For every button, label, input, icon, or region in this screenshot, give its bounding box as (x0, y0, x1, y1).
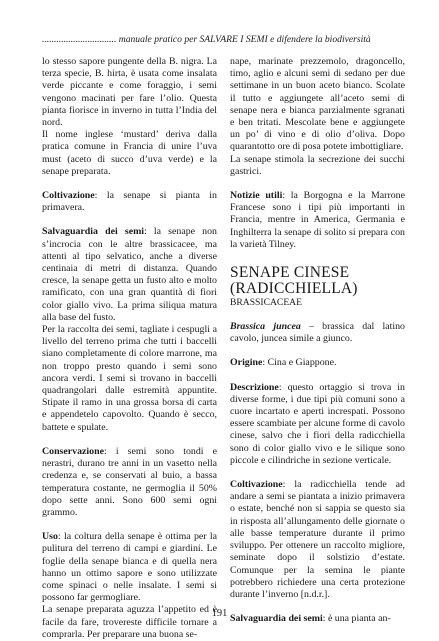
conservazione-label: Conservazione (42, 445, 104, 457)
salvaguardia-label: Salvaguardia dei semi (42, 226, 145, 238)
section-descrizione (230, 382, 405, 467)
paragraph-mustard-name: Il nome inglese ‘mustard’ deriva dalla pratica comune in Francia di unire l’uva must (aceto di succo d’uva verde) e la senape preparata. (42, 129, 217, 177)
left-column (42, 56, 217, 641)
section-notizie (230, 190, 405, 251)
section-conservazione (42, 446, 217, 519)
species-text: – brassica dal latino cavolo, juncea simile a giunco. (230, 321, 405, 345)
right-column (230, 56, 405, 625)
family-name: BRASSICACEAE (230, 297, 302, 309)
paragraph-other-species: lo stesso sapore pungente della B. nigra. La terza specie, B. hirta, è usata come insalata verde piccante e come foraggio, i semi vengono macinati per fare l’olio. Questa pianta fiorisce in inverno in tutta l’India del nord. (42, 56, 217, 129)
section-coltivazione-radicchiella (230, 479, 405, 601)
origine-text: : Cina e Giappone. (262, 357, 337, 369)
descrizione-text: : questo ortaggio si trova in diverse forme, i due tipi più comuni sono a cuore incartato e aperti increspati. Possono essere scambiate per alcune forme di cavolo cinese, salvo che i fiori della radicchiella sono di color giallo vivo e le silique sono piccole e cilindriche in sezione verticale. (230, 381, 405, 466)
notizie-label: Notizie utili (230, 190, 283, 202)
salvaguardia-text-2: : è una pianta an- (322, 613, 391, 625)
descrizione-label: Descrizione (230, 381, 279, 393)
paragraph-prepared-mustard: La senape preparata aguzza l’appetito ed è facile da fare, trovereste difficile tornare a comprarla. Per preparare una buona se- (42, 604, 217, 640)
paragraph-seed-harvest: Per la raccolta dei semi, tagliate i cespugli a livello del terreno prima che tutti i baccelli siano completamente di colore marrone, ma non troppo presto quando i semi sono ancora verdi. I semi si trovano in baccelli quadrangolari dalle estremità appuntite. Stipate il ramo in una grossa borsa di carta e appendetelo capovolto. Quando è secco, battete e spulate. (42, 324, 217, 433)
coltivazione-label-2: Coltivazione (230, 479, 283, 491)
paragraph-recipe: nape, marinate prezzemolo, dragoncello, timo, aglio e alcuni semi di sedano per due settimane in un buon aceto bianco. Scolate il tutto e aggiungete all’aceto semi di senape nera e bianca parzialmente sgranati e ben tritati. Mescolate bene e aggiungete un po’ di vino e di olio d’oliva. Dopo quarantotto ore di posa potete imbottigliare. (230, 56, 405, 153)
section-uso (42, 531, 217, 604)
running-header (42, 34, 404, 45)
page-number: 191 (211, 608, 228, 619)
origine-label: Origine (230, 357, 263, 369)
coltivazione-label: Coltivazione (42, 190, 95, 202)
notizie-text: : la Borgogna e la Marrone Francese sono i tipi più importanti in Francia, mentre in America, Germania e Inghilterra la senape di solito si prepara con la varietà Tilney. (230, 190, 405, 250)
header-dots: ............................... (42, 34, 117, 45)
salvaguardia-label-2: Salvaguardia dei semi (230, 613, 323, 625)
paragraph-digestion: La senape stimola la secrezione dei succhi gastrici. (230, 153, 405, 177)
header-title: manuale pratico per SALVARE I SEMI e difendere la biodiversità (118, 34, 371, 45)
coltivazione-text: : la senape si pianta in primavera. (42, 190, 217, 214)
section-heading-line2: (RADICCHIELLA) (230, 280, 358, 298)
coltivazione-text-2: : la radicchiella tende ad andare a semi se piantata a inizio primavera o estate, benché non si sappia se questo sia in risposta all’allungamento delle giornate o alle basse temperature durante il primo sviluppo. Per ottenere un raccolto migliore, seminate dopo il solstizio d’estate. Comunque per la semina le piante potrebbero richiedere una certa protezione durante l’inverno [n.d.r.]. (230, 479, 405, 600)
section-coltivazione (42, 190, 217, 214)
section-origine (230, 357, 405, 369)
salvaguardia-text: : la senape non s’incrocia con le altre brassicacee, ma attenti al tipo selvatico, anche a diverse centinaia di metri di distanza. Quando cresce, la senape getta un fusto alto e molto ramificato, con una gran quantità di fiori color giallo vivo. La prima siliqua matura alla base del fusto. (42, 226, 217, 323)
uso-label: Uso (42, 531, 58, 543)
section-salvaguardia (42, 226, 217, 324)
uso-text: : la coltura della senape è ottima per la pulitura del terreno di campi e giardini. Le foglie della senape bianca e di quella nera hanno un ottimo sapore e sono utilizzate come spinaci o nelle insalate. I semi si possono far germogliare. (42, 531, 217, 604)
species-line (230, 321, 405, 345)
species-name: Brassica juncea (230, 321, 301, 333)
section-heading-line1: SENAPE CINESE (230, 264, 350, 282)
conservazione-text: : i semi sono tondi e nerastri, durano tre anni in un vasetto nella credenza e, se conservati al buio, a bassa temperatura costante, ne germoglia il 50% dopo sette anni. Sono 600 semi ogni grammo. (42, 445, 217, 518)
